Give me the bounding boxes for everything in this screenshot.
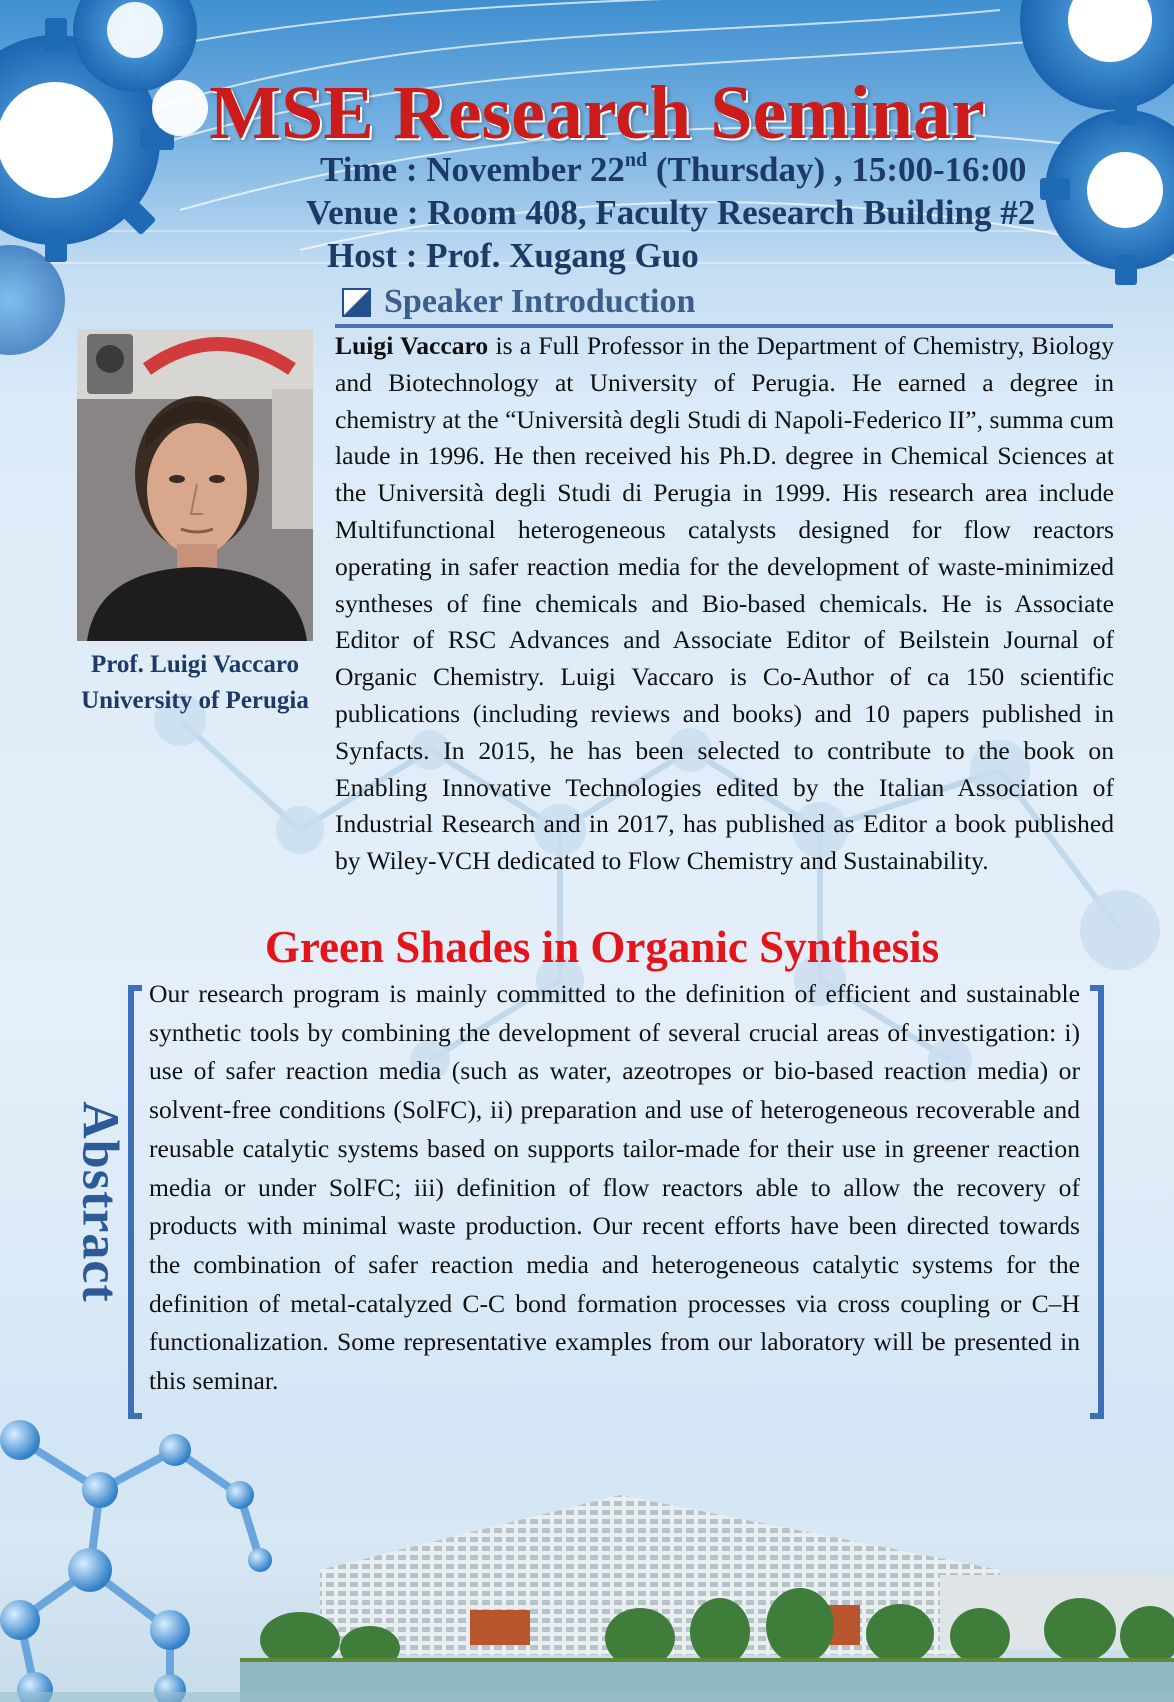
seminar-venue: Venue : Room 408, Faculty Research Building #2 — [306, 193, 1036, 232]
talk-title: Green Shades in Organic Synthesis — [264, 922, 940, 972]
campus-building-scene — [0, 1400, 1174, 1702]
seminar-time: Time : November 22nd (Thursday) , 15:00-16:00 — [320, 149, 1027, 189]
speaker-photo — [77, 329, 313, 641]
abstract-label: Abstract — [71, 1101, 129, 1303]
speaker-bio-name: Luigi Vaccaro — [335, 331, 489, 360]
speaker-bio-text: is a Full Professor in the Department of Chemistry, Biology and Biotechnology at University of Perugia. He earned a degree in chemistry at the “Università degli Studi di Napoli-Federico II”, summa cum laude in 1996. He then received his Ph.D. degree in Chemical Sciences at the Università degli Studi di Perugia in 1999. His research area include Multifunctional heterogeneous catalysts designed for flow reactors operating in safer reaction media for the development of waste-minimized syntheses of fine chemicals and Bio-based chemicals. He is Associate Editor of RSC Advances and Associate Editor of Beilstein Journal of Organic Chemistry. Luigi Vaccaro is Co-Author of ca 150 scientific publications (including reviews and books) and 10 papers published in Synfacts. In 2015, he has been selected to contribute to the book on Enabling Innovative Technologies edited by the Italian Association of Industrial Research and in 2017, has published as Editor a book published by Wiley-VCH dedicated to Flow Chemistry and Sustainability. — [335, 331, 1115, 876]
section-square-icon — [342, 288, 371, 317]
speaker-section-heading: Speaker Introduction — [384, 283, 696, 320]
poster-title: MSE Research Seminar — [209, 71, 985, 155]
abstract-right-bracket — [1090, 985, 1104, 1419]
speaker-bio — [335, 328, 1114, 880]
abstract-text: Our research program is mainly committed to the definition of efficient and sustainable synthetic tools by combining the development of several crucial areas of investigation: i) use of safer reaction media (such as water, azeotropes or bio-based reaction media) or solvent-free conditions (SolFC), ii) preparation and use of heterogeneous recoverable and reusable catalytic systems based on supports tailor-made for their use in greener reaction media or under SolFC; iii) definition of flow reactors able to allow the recovery of products with minimal waste production. Our recent efforts have been directed towards the combination of safer reaction media and heterogeneous catalytic systems for the definition of metal-catalyzed C-C bond formation processes via cross coupling or C–H functionalization. Some representative examples from our laboratory will be presented in this seminar. — [149, 979, 1080, 1396]
speaker-caption-affiliation: University of Perugia — [81, 687, 309, 714]
seminar-host: Host : Prof. Xugang Guo — [327, 236, 699, 275]
speaker-caption-name: Prof. Luigi Vaccaro — [90, 651, 300, 678]
abstract-left-bracket — [128, 985, 142, 1419]
